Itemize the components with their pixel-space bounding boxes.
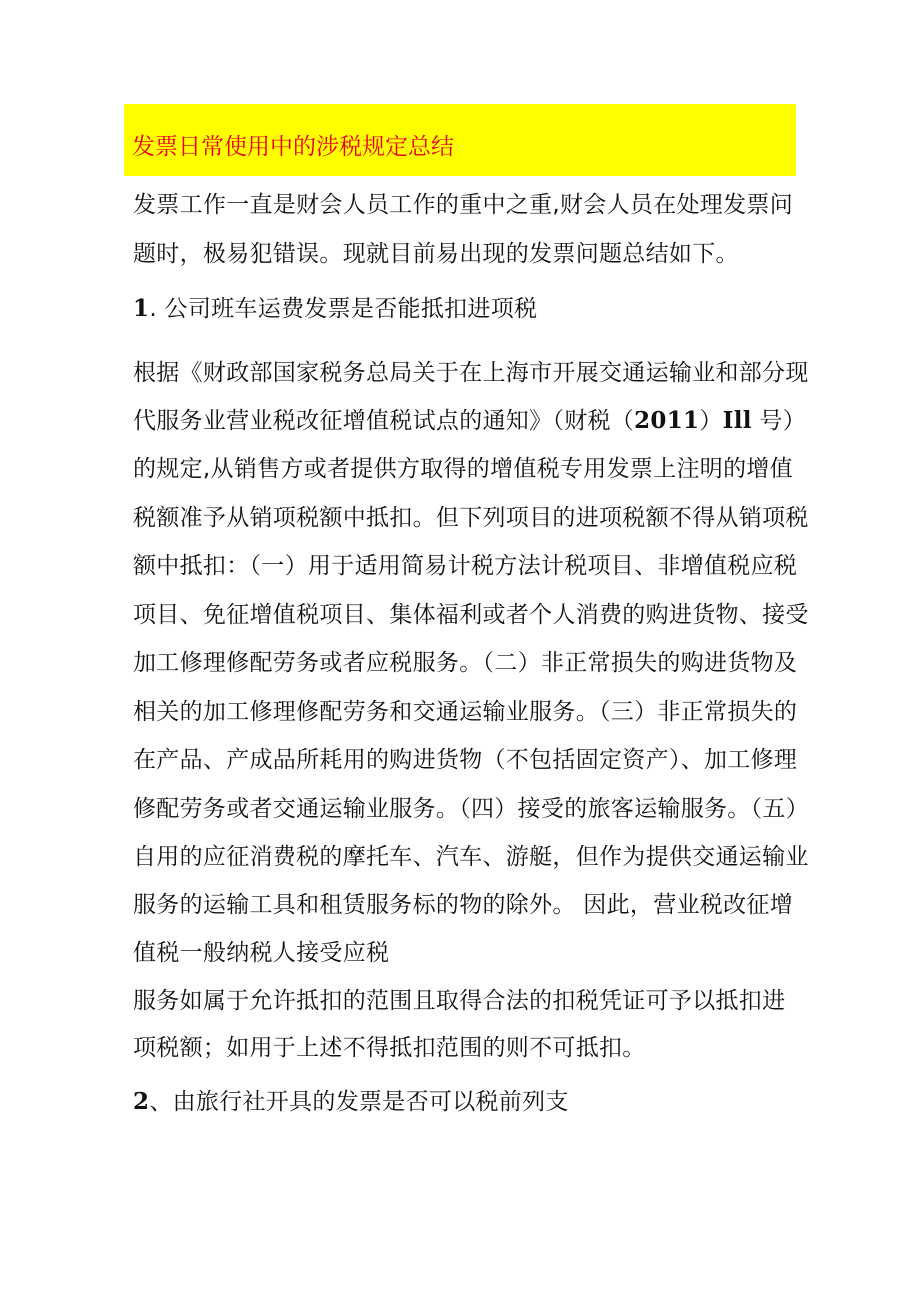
para1-line-10: 修配劳务或者交通运输业服务。（四）接受的旅客运输服务。（五） [133,796,809,822]
para1-line-2-docno: Ill [722,407,752,434]
para1-line-7: 加工修理修配劳务或者应税服务。（二）非正常损失的购进货物及 [133,650,798,676]
para1-line-9: 在产品、产成品所耗用的购进货物（不包括固定资产）、加工修理 [133,747,798,773]
para1-line-2-year: 2011 [634,407,700,434]
para1-line-5: 额中抵扣：（一）用于适用简易计税方法计税项目、非增值税应税 [133,553,798,579]
para1-line-12: 服务的运输工具和租赁服务标的物的除外。 因此，营业税改征增 [133,892,794,918]
para1-line-4: 税额准予从销项税额中抵扣。但下列项目的进项税额不得从销项税 [133,505,809,531]
para2-line-2: 项税额；如用于上述不得抵扣范围的则不可抵扣。 [133,1035,646,1061]
para1-line-2-mid: ） [699,408,723,434]
para1-line-6: 项目、免征增值税项目、集体福利或者个人消费的购进货物、接受 [133,602,809,628]
para1-line-2-pre: 代服务业营业税改征增值税试点的通知》（财税（ [133,408,635,434]
para1-line-11: 自用的应征消费税的摩托车、汽车、游艇，但作为提供交通运输业 [133,844,809,870]
question-2-heading [133,1087,569,1117]
title-highlight [124,104,796,176]
question-1-heading [133,294,537,324]
para1-line-2-post: 号） [751,408,806,434]
intro-line-2: 题时，极易犯错误。现就目前易出现的发票问题总结如下。 [133,241,739,267]
intro-line-1: 发票工作一直是财会人员工作的重中之重,财会人员在处理发票问 [133,192,794,218]
para1-line-13: 值税一般纳税人接受应税 [133,940,390,966]
question-1-number: 1 [133,295,150,322]
question-2-number: 2 [133,1088,150,1115]
para1-line-8: 相关的加工修理修配劳务和交通运输业服务。（三）非正常损失的 [133,699,798,725]
question-2-text: 、由旅行社开具的发票是否可以税前列支 [149,1089,569,1115]
para1-line-3: 的规定,从销售方或者提供方取得的增值税专用发票上注明的增值 [133,456,794,482]
para1-line-2 [133,406,806,436]
para2-line-1: 服务如属于允许抵扣的范围且取得合法的扣税凭证可予以抵扣进 [133,988,786,1014]
document-title: 发票日常使用中的涉税规定总结 [132,134,454,160]
question-1-text: . 公司班车运费发票是否能抵扣进项税 [149,296,538,322]
para1-line-1: 根据《财政部国家税务总局关于在上海市开展交通运输业和部分现 [133,360,809,386]
